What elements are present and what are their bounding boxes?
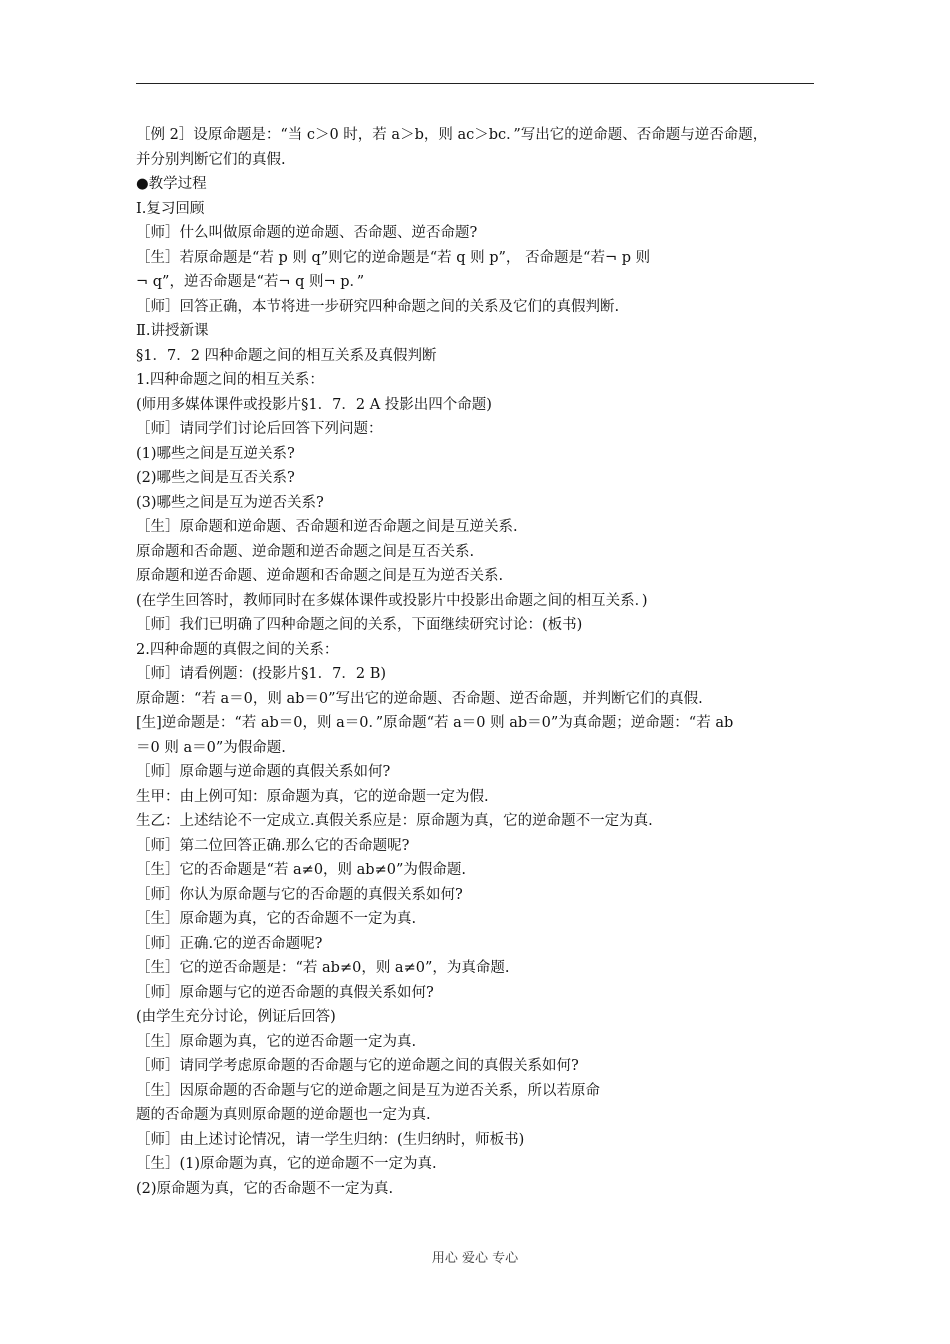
text-line: ［生］若原命题是“若 p 则 q”则它的逆命题是“若 q 则 p”， 否命题是“若¬ p 则: [136, 249, 651, 266]
text-line: (在学生回答时，教师同时在多媒体课件或投影片中投影出命题之间的相互关系．): [136, 592, 648, 609]
subsection-heading: 2.四种命题的真假之间的关系：: [136, 641, 339, 658]
text-line: 生乙：上述结论不一定成立.真假关系应是：原命题为真，它的逆命题不一定为真.: [136, 813, 653, 829]
text-line: 原命题和否命题、逆命题和逆否命题之间是互否关系.: [136, 543, 475, 560]
text-line: ［生］原命题为真，它的逆否命题一定为真.: [136, 1033, 417, 1050]
text-line: ［师］正确.它的逆否命题呢?: [136, 935, 323, 952]
text-line: ［生］它的否命题是“若 a≠0，则 ab≠0”为假命题.: [136, 862, 466, 878]
text-line: ¬ q”，逆否命题是“若¬ q 则¬ p．”: [136, 274, 365, 290]
text-line: ［师］原命题与它的逆否命题的真假关系如何?: [136, 984, 434, 1001]
text-line: ［例 2］设原命题是：“当 c＞0 时，若 a＞b，则 ac＞bc．”写出它的逆命题、否命题与逆否命题，: [136, 127, 768, 143]
text-line: ［师］回答正确，本节将进一步研究四种命题之间的关系及它们的真假判断.: [136, 298, 620, 315]
text-line: (师用多媒体课件或投影片§1．7．2 A 投影出四个命题): [136, 396, 492, 413]
text-line: ［师］请看例题：(投影片§1．7．2 B): [136, 666, 387, 682]
subsection-title: §1．7．2 四种命题之间的相互关系及真假判断: [136, 347, 437, 364]
question-item: (1)哪些之间是互逆关系?: [136, 445, 295, 462]
text-line: ［生］原命题和逆命题、否命题和逆否命题之间是互逆关系.: [136, 519, 518, 535]
text-line: 生甲：由上例可知：原命题为真，它的逆命题一定为假.: [136, 788, 489, 805]
text-line: ［生］它的逆否命题是：“若 ab≠0，则 a≠0”，为真命题.: [136, 960, 510, 976]
text-line: 题的否命题为真则原命题的逆命题也一定为真.: [136, 1107, 431, 1123]
text-line: 并分别判断它们的真假.: [136, 151, 286, 168]
header-rule: [136, 83, 814, 84]
question-item: (2)哪些之间是互否关系?: [136, 470, 295, 486]
section-heading: Ⅰ.复习回顾: [136, 200, 205, 217]
text-line: ［师］什么叫做原命题的逆命题、否命题、逆否命题?: [136, 225, 478, 241]
text-line: [生]逆命题是：“若 ab＝0，则 a＝0．”原命题“若 a＝0 则 ab＝0”为真命题；逆命题：“若 ab: [136, 715, 734, 731]
text-line: (2)原命题为真，它的否命题不一定为真.: [136, 1180, 394, 1197]
text-line: ［师］我们已明确了四种命题之间的关系，下面继续研究讨论：(板书): [136, 617, 583, 633]
section-heading: Ⅱ.讲授新课: [136, 323, 209, 339]
text-line: 原命题和逆否命题、逆命题和否命题之间是互为逆否关系.: [136, 568, 504, 584]
text-line: ［师］请同学们讨论后回答下列问题：: [136, 421, 383, 437]
text-line: ［师］由上述讨论情况，请一学生归纳：(生归纳时，师板书): [136, 1131, 525, 1148]
text-line: ［生］(1)原命题为真，它的逆命题不一定为真.: [136, 1156, 437, 1172]
text-line: ［师］请同学考虑原命题的否命题与它的逆命题之间的真假关系如何?: [136, 1058, 579, 1074]
text-line: ＝0 则 a＝0”为假命题.: [136, 739, 286, 756]
section-heading: ●教学过程: [136, 176, 207, 192]
document-body: [136, 123, 826, 1201]
page-footer: 用心 爱心 专心: [431, 1251, 519, 1266]
text-line: ［师］第二位回答正确.那么它的否命题呢?: [136, 837, 410, 854]
text-line: ［师］原命题与逆命题的真假关系如何?: [136, 764, 391, 780]
subsection-heading: 1.四种命题之间的相互关系：: [136, 372, 324, 388]
text-line: ［师］你认为原命题与它的否命题的真假关系如何?: [136, 886, 463, 903]
question-item: (3)哪些之间是互为逆否关系?: [136, 494, 324, 511]
text-line: (由学生充分讨论，例证后回答): [136, 1009, 336, 1025]
text-line: ［生］因原命题的否命题与它的逆命题之间是互为逆否关系，所以若原命: [136, 1082, 600, 1099]
text-line: 原命题：“若 a＝0，则 ab＝0”写出它的逆命题、否命题、逆否命题，并判断它们的真假.: [136, 690, 703, 707]
text-line: ［生］原命题为真，它的否命题不一定为真.: [136, 911, 417, 927]
